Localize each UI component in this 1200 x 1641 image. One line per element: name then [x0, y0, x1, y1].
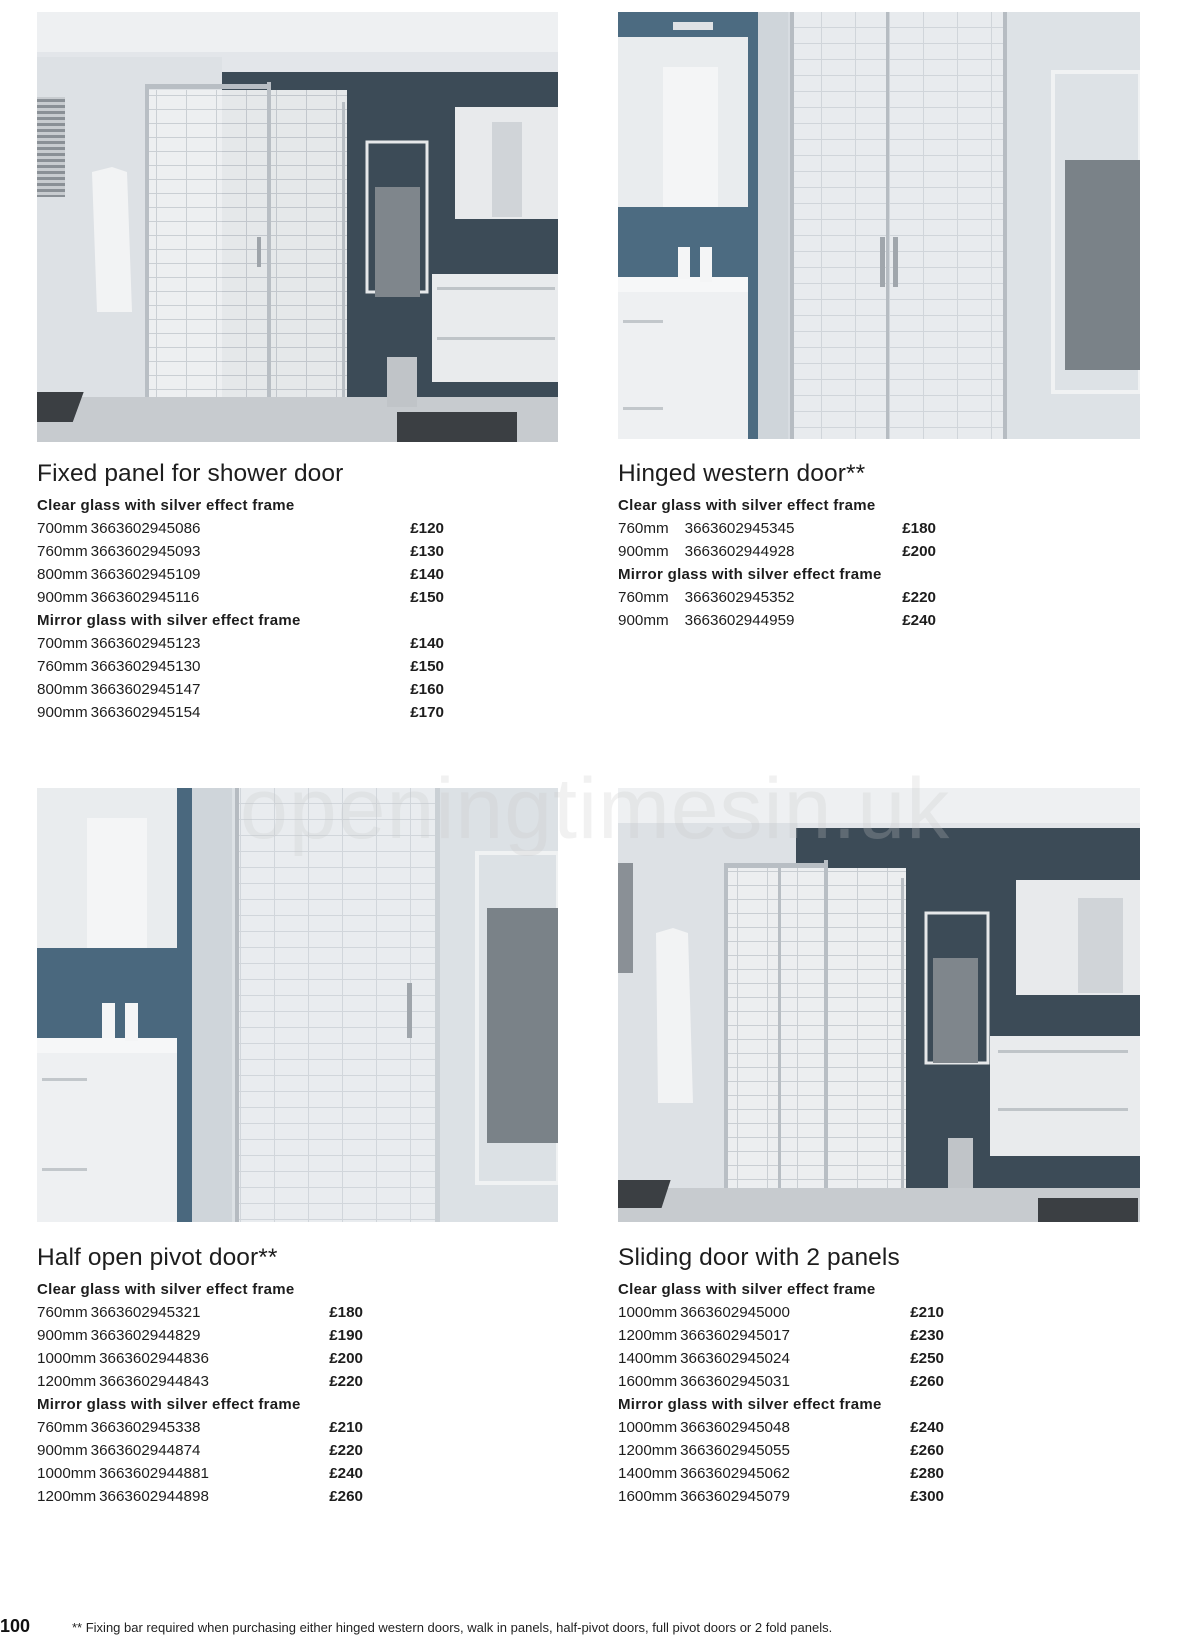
product-half-open-pivot-door — [37, 1244, 497, 1508]
product-title: Fixed panel for shower door — [37, 460, 344, 487]
price-row — [37, 517, 497, 540]
product-hinged-western-door — [618, 460, 1078, 632]
bathroom-scene-illustration — [618, 12, 1140, 439]
size: 800mm — [37, 566, 88, 583]
price: £120 — [410, 520, 444, 537]
option-group-label: Mirror glass with silver effect frame — [618, 566, 882, 583]
price: £250 — [910, 1350, 944, 1367]
size: 700mm — [37, 520, 88, 537]
product-code: 3663602945093 — [90, 543, 201, 560]
size: 700mm — [37, 635, 88, 652]
product-code: 3663602945000 — [680, 1304, 790, 1321]
product-code: 3663602945055 — [680, 1442, 790, 1459]
price-row — [37, 1347, 497, 1370]
product-code: 3663602944836 — [99, 1350, 209, 1367]
size: 1400mm — [618, 1350, 678, 1367]
size: 760mm — [37, 1304, 88, 1321]
size: 1200mm — [37, 1373, 97, 1390]
price-row — [37, 563, 497, 586]
price: £150 — [410, 589, 444, 606]
price: £170 — [410, 704, 444, 721]
price-row — [618, 517, 1078, 540]
option-group-mirror-glass — [37, 1393, 497, 1508]
price: £260 — [910, 1373, 944, 1390]
price: £210 — [329, 1419, 363, 1436]
product-code: 3663602945048 — [680, 1419, 790, 1436]
price-row — [37, 586, 497, 609]
price-row — [618, 1347, 1078, 1370]
product-code: 3663602945154 — [90, 704, 201, 721]
bathroom-scene-illustration — [37, 12, 558, 442]
price: £160 — [410, 681, 444, 698]
size: 760mm — [37, 658, 88, 675]
price: £180 — [329, 1304, 363, 1321]
option-group-mirror-glass — [618, 563, 1078, 632]
option-group-mirror-glass — [618, 1393, 1078, 1508]
size: 900mm — [37, 589, 88, 606]
price-row — [37, 1416, 497, 1439]
price-row — [618, 1324, 1078, 1347]
price-row — [618, 540, 1078, 563]
price: £240 — [329, 1465, 363, 1482]
product-code: 3663602945086 — [90, 520, 201, 537]
size: 1000mm — [37, 1465, 97, 1482]
price-row — [618, 1370, 1078, 1393]
product-code: 3663602945109 — [90, 566, 201, 583]
price: £230 — [910, 1327, 944, 1344]
option-group-clear-glass — [618, 494, 1078, 563]
product-code: 3663602944829 — [90, 1327, 201, 1344]
price-row — [618, 1439, 1078, 1462]
price-row — [37, 1301, 497, 1324]
price-row — [618, 1462, 1078, 1485]
bathroom-scene-illustration — [37, 788, 558, 1222]
size: 760mm — [618, 520, 669, 537]
price: £210 — [910, 1304, 944, 1321]
price-row — [37, 655, 497, 678]
price: £200 — [329, 1350, 363, 1367]
size: 900mm — [37, 1442, 88, 1459]
product-code: 3663602945024 — [680, 1350, 790, 1367]
price: £140 — [410, 635, 444, 652]
size: 760mm — [37, 543, 88, 560]
option-group-mirror-glass — [37, 609, 497, 724]
price: £190 — [329, 1327, 363, 1344]
option-group-label: Mirror glass with silver effect frame — [37, 612, 301, 629]
product-code: 3663602945345 — [684, 520, 795, 537]
product-title: Half open pivot door** — [37, 1244, 278, 1271]
bathroom-scene-illustration — [618, 788, 1140, 1222]
product-sliding-door — [618, 1244, 1078, 1508]
price-row — [37, 1462, 497, 1485]
size: 1200mm — [618, 1442, 678, 1459]
price-row — [37, 632, 497, 655]
size: 800mm — [37, 681, 88, 698]
product-code: 3663602944928 — [684, 543, 795, 560]
option-group-label: Clear glass with silver effect frame — [618, 497, 876, 514]
size: 760mm — [618, 589, 669, 606]
size: 900mm — [37, 704, 88, 721]
product-code: 3663602945079 — [680, 1488, 790, 1505]
option-group-label: Clear glass with silver effect frame — [618, 1281, 876, 1298]
price: £180 — [902, 520, 936, 537]
price-row — [37, 1439, 497, 1462]
price: £130 — [410, 543, 444, 560]
size: 1200mm — [37, 1488, 97, 1505]
footnote: ** Fixing bar required when purchasing either hinged western doors, walk in panels, half-pivot doors, full pivot doors or 2 fold panels. — [72, 1620, 833, 1635]
price: £220 — [329, 1442, 363, 1459]
option-group-clear-glass — [37, 1278, 497, 1393]
option-group-label: Clear glass with silver effect frame — [37, 497, 295, 514]
price: £240 — [910, 1419, 944, 1436]
option-group-label: Clear glass with silver effect frame — [37, 1281, 295, 1298]
price: £140 — [410, 566, 444, 583]
product-code: 3663602944874 — [90, 1442, 201, 1459]
price-row — [618, 1485, 1078, 1508]
price-row — [618, 586, 1078, 609]
product-code: 3663602945062 — [680, 1465, 790, 1482]
option-group-clear-glass — [618, 1278, 1078, 1393]
product-code: 3663602945130 — [90, 658, 201, 675]
price: £260 — [910, 1442, 944, 1459]
product-photo-half-open-pivot-door — [37, 788, 558, 1222]
price: £280 — [910, 1465, 944, 1482]
page-number: 100 — [0, 1616, 31, 1636]
product-code: 3663602945017 — [680, 1327, 790, 1344]
product-code: 3663602945321 — [90, 1304, 201, 1321]
product-code: 3663602945147 — [90, 681, 201, 698]
price-row — [37, 1370, 497, 1393]
price-row — [37, 701, 497, 724]
product-photo-fixed-panel — [37, 12, 558, 442]
price-row — [618, 1301, 1078, 1324]
option-group-label: Mirror glass with silver effect frame — [618, 1396, 882, 1413]
product-code: 3663602945116 — [90, 589, 200, 606]
size: 1000mm — [618, 1419, 678, 1436]
size: 1400mm — [618, 1465, 678, 1482]
product-photo-hinged-western-door — [618, 12, 1140, 439]
product-code: 3663602945338 — [90, 1419, 201, 1436]
size: 1600mm — [618, 1488, 678, 1505]
price: £220 — [329, 1373, 363, 1390]
product-code: 3663602945123 — [90, 635, 201, 652]
size: 900mm — [618, 543, 669, 560]
product-code: 3663602944843 — [99, 1373, 209, 1390]
price-row — [618, 1416, 1078, 1439]
product-title: Hinged western door** — [618, 460, 866, 487]
size: 900mm — [618, 612, 669, 629]
product-code: 3663602945352 — [684, 589, 795, 606]
product-code: 3663602944959 — [684, 612, 795, 629]
price: £150 — [410, 658, 444, 675]
price-row — [37, 1324, 497, 1347]
price-row — [618, 609, 1078, 632]
size: 760mm — [37, 1419, 88, 1436]
size: 1000mm — [618, 1304, 678, 1321]
price-row — [37, 540, 497, 563]
price: £300 — [910, 1488, 944, 1505]
size: 900mm — [37, 1327, 88, 1344]
size: 1200mm — [618, 1327, 678, 1344]
price: £200 — [902, 543, 936, 560]
product-photo-sliding-door — [618, 788, 1140, 1222]
product-code: 3663602944881 — [99, 1465, 209, 1482]
price: £220 — [902, 589, 936, 606]
price-row — [37, 1485, 497, 1508]
option-group-clear-glass — [37, 494, 497, 609]
option-group-label: Mirror glass with silver effect frame — [37, 1396, 301, 1413]
size: 1600mm — [618, 1373, 678, 1390]
price-row — [37, 678, 497, 701]
product-title: Sliding door with 2 panels — [618, 1244, 900, 1271]
price: £240 — [902, 612, 936, 629]
product-code: 3663602944898 — [99, 1488, 209, 1505]
watermark-text: openingtimesin.uk — [240, 761, 951, 857]
product-code: 3663602945031 — [680, 1373, 790, 1390]
size: 1000mm — [37, 1350, 97, 1367]
price: £260 — [329, 1488, 363, 1505]
product-fixed-panel — [37, 460, 497, 724]
